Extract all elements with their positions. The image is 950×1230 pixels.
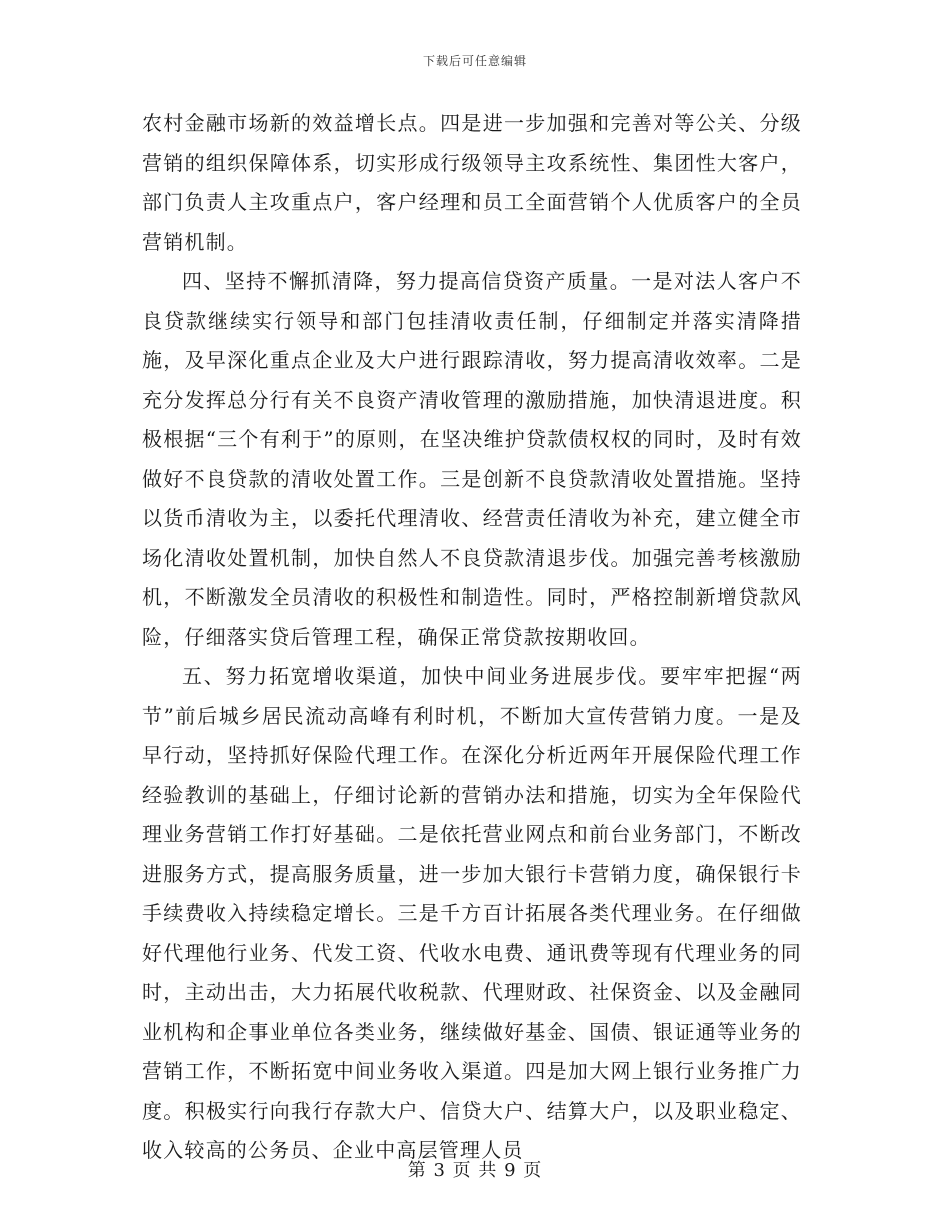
paragraph-3: 五、努力拓宽增收渠道，加快中间业务进展步伐。要牢牢把握“两节”前后城乡居民流动高峰有利时机，不断加大宣传营销力度。一是及早行动，坚持抓好保险代理工作。在深化分析近两年开展保险代理工作经验教训的基础上，仔细讨论新的营销办法和措施，切实为全年保险代理业务营销工作打好基础。二是依托营业网点和前台业务部门，不断改进服务方式，提高服务质量，进一步加大银行卡营销力度，确保银行卡手续费收入持续稳定增长。三是千方百计拓展各类代理业务。在仔细做好代理他行业务、代发工资、代收水电费、通讯费等现有代理业务的同时，主动出击，大力拓展代收税款、代理财政、社保资金、以及金融同业机构和企事业单位各类业务，继续做好基金、国债、银证通等业务的营销工作，不断拓宽中间业务收入渠道。四是加大网上银行业务推广力度。积极实行向我行存款大户、信贷大户、结算大户，以及职业稳定、收入较高的公务员、企业中高层管理人员 — [142, 664, 802, 1162]
paragraph-1: 农村金融市场新的效益增长点。四是进一步加强和完善对等公关、分级营销的组织保障体系，切实形成行级领导主攻系统性、集团性大客户，部门负责人主攻重点户，客户经理和员工全面营销个人优质客户的全员营销机制。 — [142, 111, 802, 254]
page-header: 下载后可任意编辑 — [422, 54, 527, 68]
page-number-footer: 第 3 页 共 9 页 — [407, 1160, 543, 1181]
document-body — [142, 104, 802, 1171]
paragraph-2: 四、坚持不懈抓清降，努力提高信贷资产质量。一是对法人客户不良贷款继续实行领导和部门包挂清收责任制，仔细制定并落实清降措施，及早深化重点企业及大户进行跟踪清收，努力提高清收效率。二是充分发挥总分行有关不良资产清收管理的激励措施，加快清退进度。积极根据“三个有利于”的原则，在坚决维护贷款债权权的同时，及时有效做好不良贷款的清收处置工作。三是创新不良贷款清收处置措施。坚持以货币清收为主，以委托代理清收、经营责任清收为补充，建立健全市场化清收处置机制，加快自然人不良贷款清退步伐。加强完善考核激励机，不断激发全员清收的积极性和制造性。同时，严格控制新增贷款风险，仔细落实贷后管理工程，确保正常贷款按期收回。 — [142, 269, 802, 649]
